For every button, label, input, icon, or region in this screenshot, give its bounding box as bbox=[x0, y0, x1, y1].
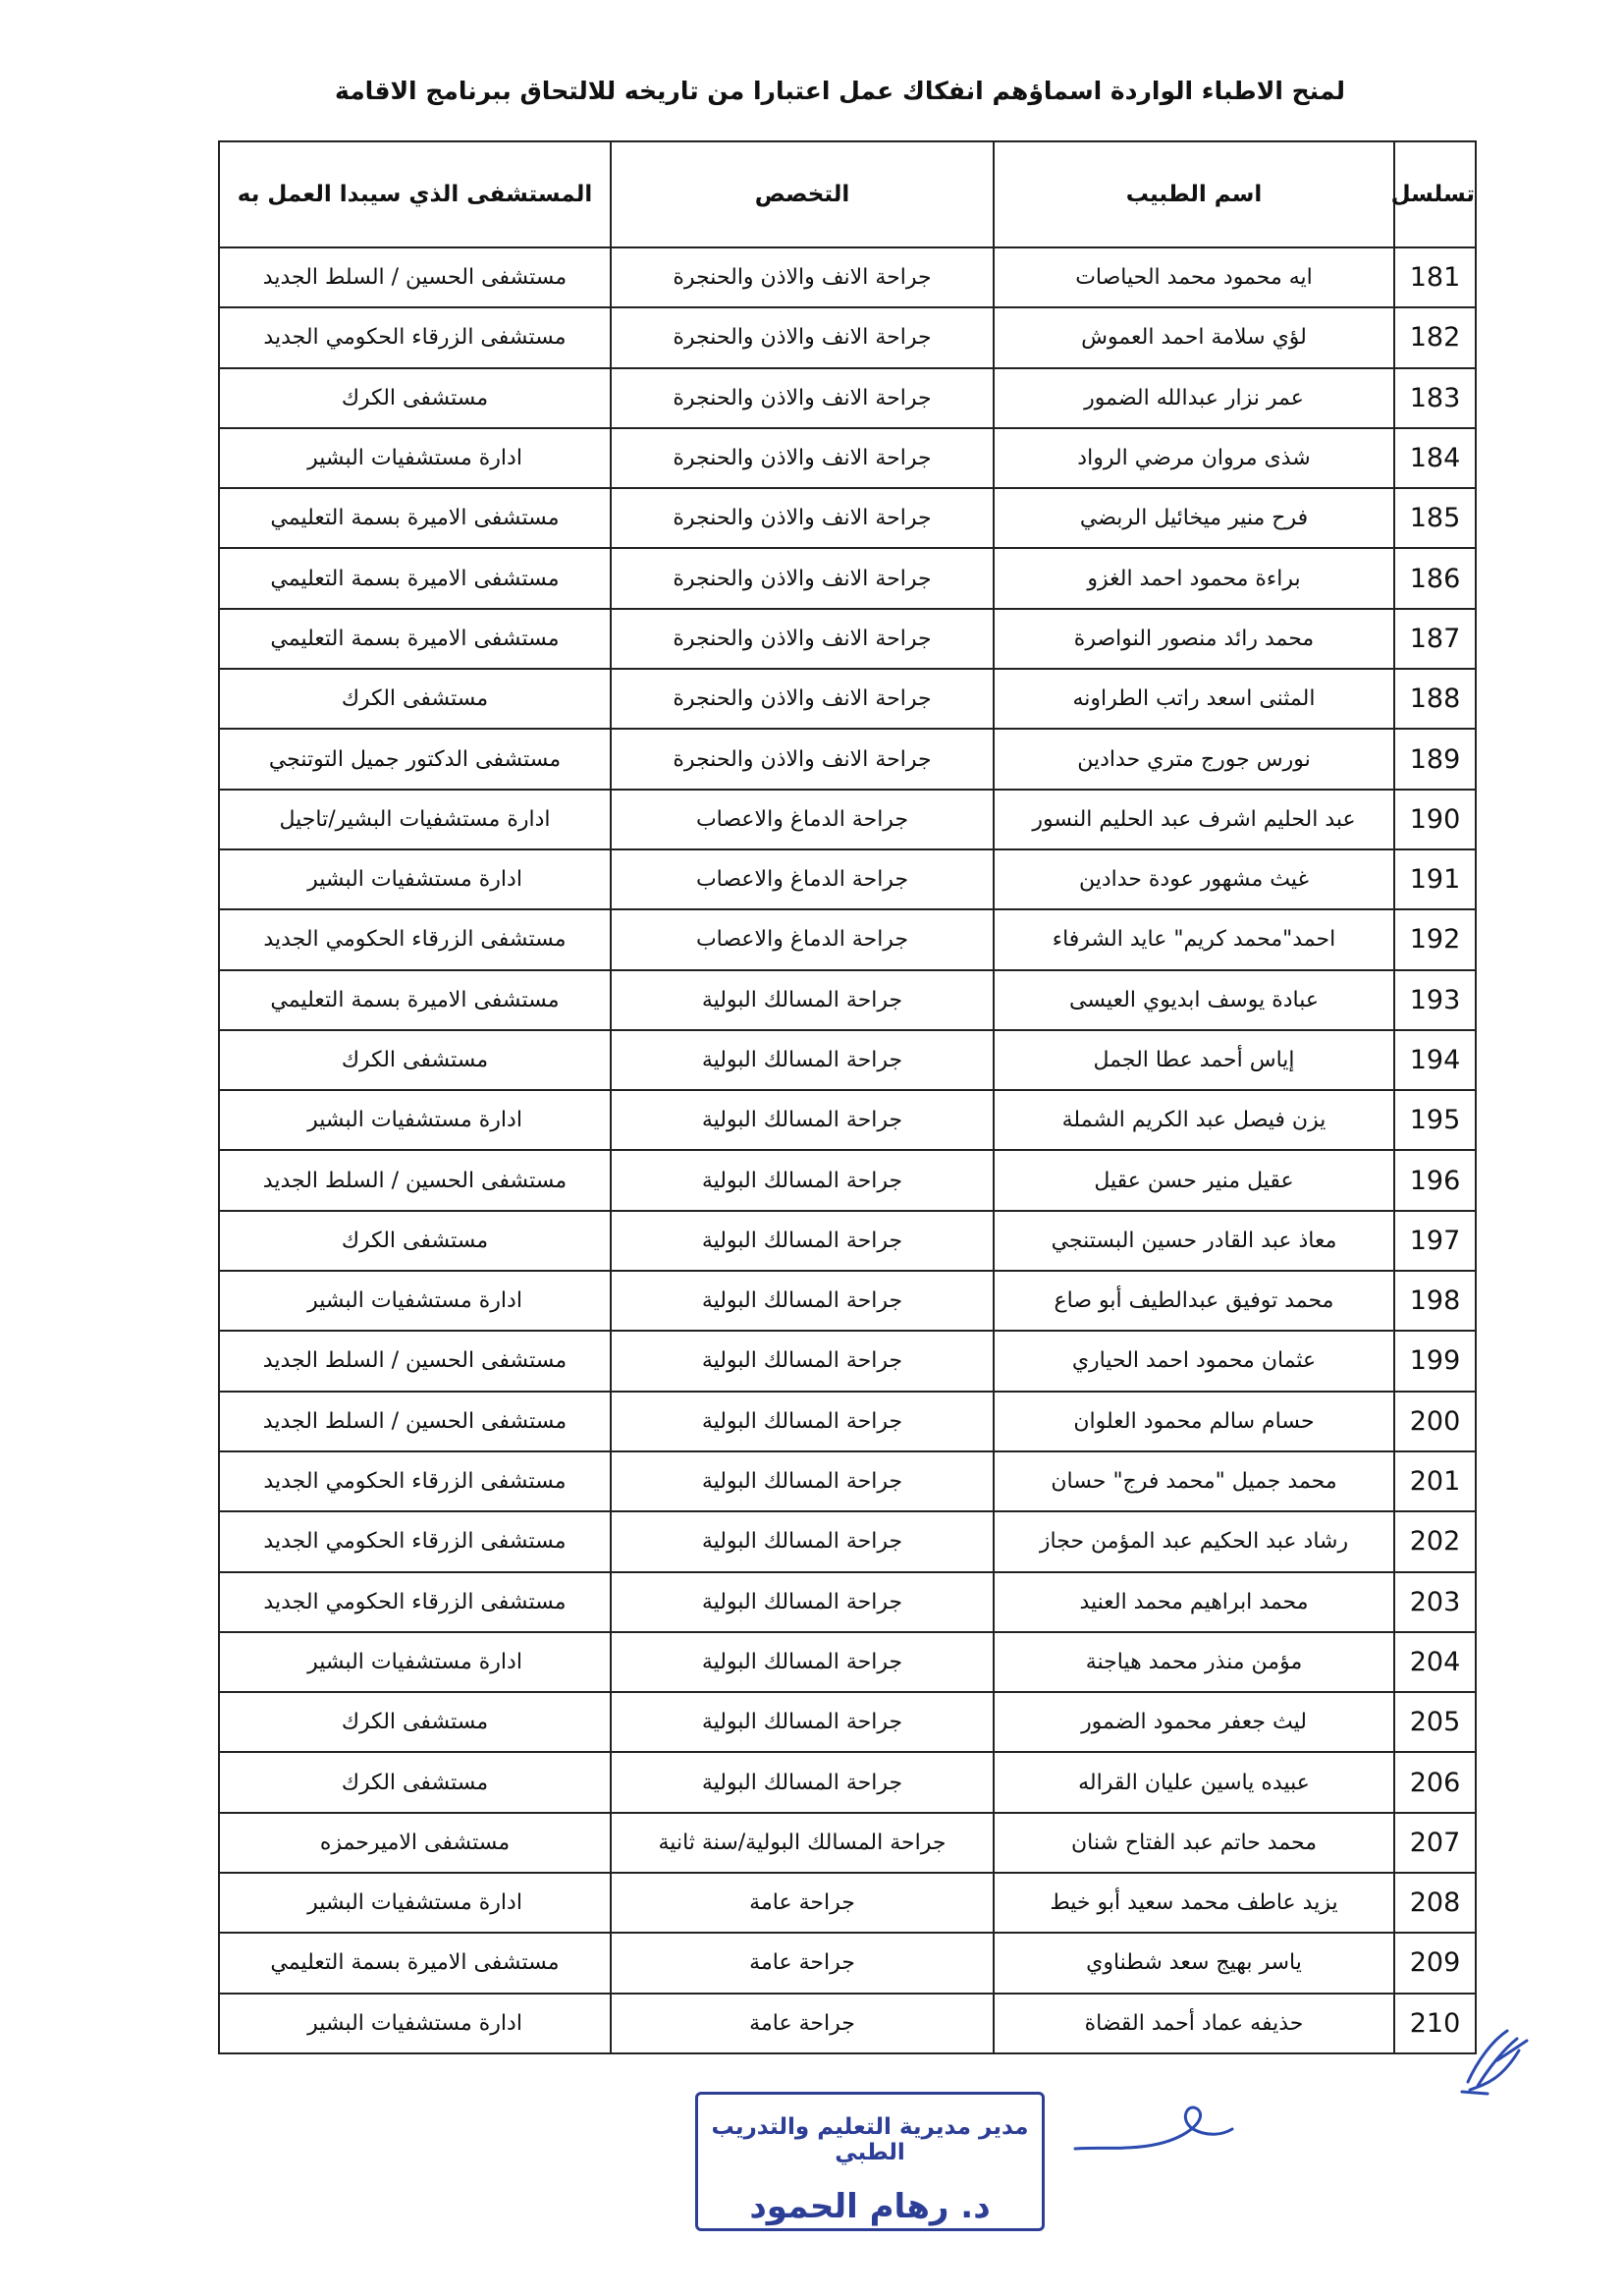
cell-doctor-name: فرح منير ميخائيل الربضي bbox=[994, 488, 1394, 548]
table-row bbox=[219, 790, 1476, 849]
table-row bbox=[219, 1150, 1476, 1210]
cell-hospital: مستشفى الزرقاء الحكومي الجديد bbox=[219, 1572, 611, 1632]
cell-hospital: مستشفى الزرقاء الحكومي الجديد bbox=[219, 909, 611, 969]
cell-serial: 191 bbox=[1394, 849, 1476, 909]
cell-hospital: مستشفى الكرك bbox=[219, 1752, 611, 1812]
cell-specialty: جراحة المسالك البولية bbox=[611, 1451, 994, 1511]
cell-doctor-name: حسام سالم محمود العلوان bbox=[994, 1392, 1394, 1451]
table-row bbox=[219, 729, 1476, 789]
cell-hospital: ادارة مستشفيات البشير bbox=[219, 1090, 611, 1150]
cell-hospital: مستشفى الاميرة بسمة التعليمي bbox=[219, 548, 611, 608]
cell-hospital: مستشفى الحسين / السلط الجديد bbox=[219, 247, 611, 307]
cell-hospital: مستشفى الحسين / السلط الجديد bbox=[219, 1331, 611, 1391]
cell-doctor-name: عقيل منير حسن عقيل bbox=[994, 1150, 1394, 1210]
cell-hospital: ادارة مستشفيات البشير bbox=[219, 1873, 611, 1933]
cell-serial: 181 bbox=[1394, 247, 1476, 307]
cell-hospital: مستشفى الاميرة بسمة التعليمي bbox=[219, 1933, 611, 1993]
table-row bbox=[219, 488, 1476, 548]
cell-hospital: ادارة مستشفيات البشير bbox=[219, 849, 611, 909]
table-row bbox=[219, 1933, 1476, 1993]
cell-hospital: مستشفى الحسين / السلط الجديد bbox=[219, 1150, 611, 1210]
table-row bbox=[219, 970, 1476, 1030]
cell-serial: 206 bbox=[1394, 1752, 1476, 1812]
cell-doctor-name: عبادة يوسف ابديوي العيسى bbox=[994, 970, 1394, 1030]
cell-hospital: ادارة مستشفيات البشير bbox=[219, 1994, 611, 2053]
cell-specialty: جراحة الانف والاذن والحنجرة bbox=[611, 247, 994, 307]
cell-doctor-name: ايه محمود محمد الحياصات bbox=[994, 247, 1394, 307]
cell-specialty: جراحة المسالك البولية bbox=[611, 1211, 994, 1271]
cell-serial: 187 bbox=[1394, 609, 1476, 669]
table-row bbox=[219, 1090, 1476, 1150]
cell-serial: 210 bbox=[1394, 1994, 1476, 2053]
cell-serial: 193 bbox=[1394, 970, 1476, 1030]
table-row bbox=[219, 1392, 1476, 1451]
cell-doctor-name: عبيده ياسين عليان القراله bbox=[994, 1752, 1394, 1812]
stamp-name: د. رهام الحمود bbox=[749, 2187, 991, 2226]
cell-doctor-name: محمد حاتم عبد الفتاح شنان bbox=[994, 1813, 1394, 1873]
cell-doctor-name: براءة محمود احمد الغزو bbox=[994, 548, 1394, 608]
table-row bbox=[219, 1632, 1476, 1692]
table-body bbox=[219, 247, 1476, 2053]
handwritten-signature bbox=[1070, 2090, 1237, 2168]
cell-serial: 188 bbox=[1394, 669, 1476, 729]
cell-doctor-name: إياس أحمد عطا الجمل bbox=[994, 1030, 1394, 1090]
cell-specialty: جراحة المسالك البولية bbox=[611, 1030, 994, 1090]
cell-doctor-name: عمر نزار عبدالله الضمور bbox=[994, 368, 1394, 428]
table-row bbox=[219, 1451, 1476, 1511]
table-row bbox=[219, 1331, 1476, 1391]
table-row bbox=[219, 1211, 1476, 1271]
cell-specialty: جراحة الدماغ والاعصاب bbox=[611, 790, 994, 849]
cell-serial: 199 bbox=[1394, 1331, 1476, 1391]
cell-serial: 189 bbox=[1394, 729, 1476, 789]
cell-doctor-name: حذيفه عماد أحمد القضاة bbox=[994, 1994, 1394, 2053]
cell-specialty: جراحة المسالك البولية bbox=[611, 1572, 994, 1632]
cell-specialty: جراحة الانف والاذن والحنجرة bbox=[611, 307, 994, 367]
cell-doctor-name: ياسر بهيج سعد شطناوي bbox=[994, 1933, 1394, 1993]
cell-serial: 204 bbox=[1394, 1632, 1476, 1692]
cell-specialty: جراحة الانف والاذن والحنجرة bbox=[611, 368, 994, 428]
cell-specialty: جراحة الانف والاذن والحنجرة bbox=[611, 488, 994, 548]
cell-doctor-name: رشاد عبد الحكيم عبد المؤمن حجاز bbox=[994, 1511, 1394, 1571]
official-stamp bbox=[695, 2092, 1045, 2231]
signature-initials-mark bbox=[1448, 2021, 1537, 2100]
cell-serial: 208 bbox=[1394, 1873, 1476, 1933]
cell-serial: 207 bbox=[1394, 1813, 1476, 1873]
table-row bbox=[219, 1030, 1476, 1090]
cell-hospital: مستشفى الاميرة بسمة التعليمي bbox=[219, 970, 611, 1030]
table-row bbox=[219, 669, 1476, 729]
header-hospital: المستشفى الذي سيبدا العمل به bbox=[219, 141, 611, 247]
table-row bbox=[219, 428, 1476, 488]
cell-doctor-name: معاذ عبد القادر حسين البستنجي bbox=[994, 1211, 1394, 1271]
cell-hospital: مستشفى الكرك bbox=[219, 1692, 611, 1752]
cell-hospital: ادارة مستشفيات البشير/تاجيل bbox=[219, 790, 611, 849]
cell-specialty: جراحة عامة bbox=[611, 1933, 994, 1993]
table-row bbox=[219, 1752, 1476, 1812]
cell-hospital: ادارة مستشفيات البشير bbox=[219, 428, 611, 488]
table-row bbox=[219, 1692, 1476, 1752]
cell-specialty: جراحة الانف والاذن والحنجرة bbox=[611, 548, 994, 608]
table-row bbox=[219, 1813, 1476, 1873]
cell-specialty: جراحة المسالك البولية bbox=[611, 1511, 994, 1571]
table-row bbox=[219, 548, 1476, 608]
stamp-title: مدير مديرية التعليم والتدريب الطبي bbox=[711, 2114, 1029, 2165]
cell-specialty: جراحة المسالك البولية bbox=[611, 1090, 994, 1150]
table-row bbox=[219, 1572, 1476, 1632]
cell-doctor-name: شذى مروان مرضي الرواد bbox=[994, 428, 1394, 488]
cell-hospital: مستشفى الكرك bbox=[219, 368, 611, 428]
cell-serial: 190 bbox=[1394, 790, 1476, 849]
table-header-row bbox=[219, 141, 1476, 247]
cell-hospital: مستشفى الكرك bbox=[219, 1211, 611, 1271]
cell-serial: 192 bbox=[1394, 909, 1476, 969]
cell-specialty: جراحة المسالك البولية bbox=[611, 1752, 994, 1812]
table-row bbox=[219, 307, 1476, 367]
cell-doctor-name: محمد رائد منصور النواصرة bbox=[994, 609, 1394, 669]
table-row bbox=[219, 1271, 1476, 1331]
cell-doctor-name: المثنى اسعد راتب الطراونه bbox=[994, 669, 1394, 729]
cell-hospital: مستشفى الكرك bbox=[219, 1030, 611, 1090]
cell-serial: 186 bbox=[1394, 548, 1476, 608]
cell-serial: 196 bbox=[1394, 1150, 1476, 1210]
cell-hospital: مستشفى الكرك bbox=[219, 669, 611, 729]
table-row bbox=[219, 1994, 1476, 2053]
cell-hospital: ادارة مستشفيات البشير bbox=[219, 1632, 611, 1692]
table-row bbox=[219, 909, 1476, 969]
cell-doctor-name: محمد ابراهيم محمد العنيد bbox=[994, 1572, 1394, 1632]
cell-specialty: جراحة الدماغ والاعصاب bbox=[611, 909, 994, 969]
cell-hospital: ادارة مستشفيات البشير bbox=[219, 1271, 611, 1331]
header-serial: تسلسل bbox=[1394, 141, 1476, 247]
cell-specialty: جراحة المسالك البولية bbox=[611, 1632, 994, 1692]
cell-specialty: جراحة الانف والاذن والحنجرة bbox=[611, 669, 994, 729]
cell-specialty: جراحة المسالك البولية bbox=[611, 1150, 994, 1210]
cell-serial: 205 bbox=[1394, 1692, 1476, 1752]
doctors-table bbox=[218, 140, 1477, 2054]
cell-hospital: مستشفى الدكتور جميل التوتنجي bbox=[219, 729, 611, 789]
cell-hospital: مستشفى الزرقاء الحكومي الجديد bbox=[219, 1511, 611, 1571]
cell-specialty: جراحة المسالك البولية bbox=[611, 1692, 994, 1752]
cell-doctor-name: ليث جعفر محمود الضمور bbox=[994, 1692, 1394, 1752]
cell-specialty: جراحة المسالك البولية/سنة ثانية bbox=[611, 1813, 994, 1873]
header-specialty: التخصص bbox=[611, 141, 994, 247]
cell-serial: 209 bbox=[1394, 1933, 1476, 1993]
cell-serial: 198 bbox=[1394, 1271, 1476, 1331]
cell-hospital: مستشفى الحسين / السلط الجديد bbox=[219, 1392, 611, 1451]
cell-serial: 202 bbox=[1394, 1511, 1476, 1571]
cell-serial: 200 bbox=[1394, 1392, 1476, 1451]
cell-serial: 197 bbox=[1394, 1211, 1476, 1271]
table-row bbox=[219, 609, 1476, 669]
table-row bbox=[219, 849, 1476, 909]
cell-specialty: جراحة الانف والاذن والحنجرة bbox=[611, 729, 994, 789]
cell-hospital: مستشفى الاميرحمزه bbox=[219, 1813, 611, 1873]
table-row bbox=[219, 247, 1476, 307]
cell-hospital: مستشفى الزرقاء الحكومي الجديد bbox=[219, 307, 611, 367]
cell-doctor-name: لؤي سلامة احمد العموش bbox=[994, 307, 1394, 367]
cell-doctor-name: مؤمن منذر محمد هياجنة bbox=[994, 1632, 1394, 1692]
cell-specialty: جراحة الدماغ والاعصاب bbox=[611, 849, 994, 909]
cell-serial: 201 bbox=[1394, 1451, 1476, 1511]
cell-specialty: جراحة عامة bbox=[611, 1994, 994, 2053]
cell-specialty: جراحة المسالك البولية bbox=[611, 1331, 994, 1391]
cell-specialty: جراحة المسالك البولية bbox=[611, 970, 994, 1030]
table-row bbox=[219, 1511, 1476, 1571]
cell-doctor-name: غيث مشهور عودة حدادين bbox=[994, 849, 1394, 909]
cell-doctor-name: محمد توفيق عبدالطيف أبو صاع bbox=[994, 1271, 1394, 1331]
cell-hospital: مستشفى الزرقاء الحكومي الجديد bbox=[219, 1451, 611, 1511]
cell-doctor-name: عبد الحليم اشرف عبد الحليم النسور bbox=[994, 790, 1394, 849]
cell-serial: 203 bbox=[1394, 1572, 1476, 1632]
cell-serial: 195 bbox=[1394, 1090, 1476, 1150]
cell-serial: 185 bbox=[1394, 488, 1476, 548]
document-title: لمنح الاطباء الواردة اسماؤهم انفكاك عمل اعتبارا من تاريخه للالتحاق ببرنامج الاقامة bbox=[335, 77, 1345, 105]
table-row bbox=[219, 1873, 1476, 1933]
table-row bbox=[219, 368, 1476, 428]
cell-specialty: جراحة المسالك البولية bbox=[611, 1271, 994, 1331]
cell-serial: 194 bbox=[1394, 1030, 1476, 1090]
cell-doctor-name: يزن فيصل عبد الكريم الشملة bbox=[994, 1090, 1394, 1150]
header-name: اسم الطبيب bbox=[994, 141, 1394, 247]
cell-specialty: جراحة الانف والاذن والحنجرة bbox=[611, 609, 994, 669]
cell-serial: 182 bbox=[1394, 307, 1476, 367]
cell-doctor-name: احمد"محمد كريم" عايد الشرفاء bbox=[994, 909, 1394, 969]
cell-hospital: مستشفى الاميرة بسمة التعليمي bbox=[219, 609, 611, 669]
cell-doctor-name: يزيد عاطف محمد سعيد أبو خيط bbox=[994, 1873, 1394, 1933]
cell-doctor-name: عثمان محمود احمد الحياري bbox=[994, 1331, 1394, 1391]
cell-hospital: مستشفى الاميرة بسمة التعليمي bbox=[219, 488, 611, 548]
cell-doctor-name: محمد جميل "محمد فرج" حسان bbox=[994, 1451, 1394, 1511]
cell-specialty: جراحة المسالك البولية bbox=[611, 1392, 994, 1451]
cell-specialty: جراحة الانف والاذن والحنجرة bbox=[611, 428, 994, 488]
cell-serial: 183 bbox=[1394, 368, 1476, 428]
cell-doctor-name: نورس جورج متري حدادين bbox=[994, 729, 1394, 789]
cell-specialty: جراحة عامة bbox=[611, 1873, 994, 1933]
cell-serial: 184 bbox=[1394, 428, 1476, 488]
